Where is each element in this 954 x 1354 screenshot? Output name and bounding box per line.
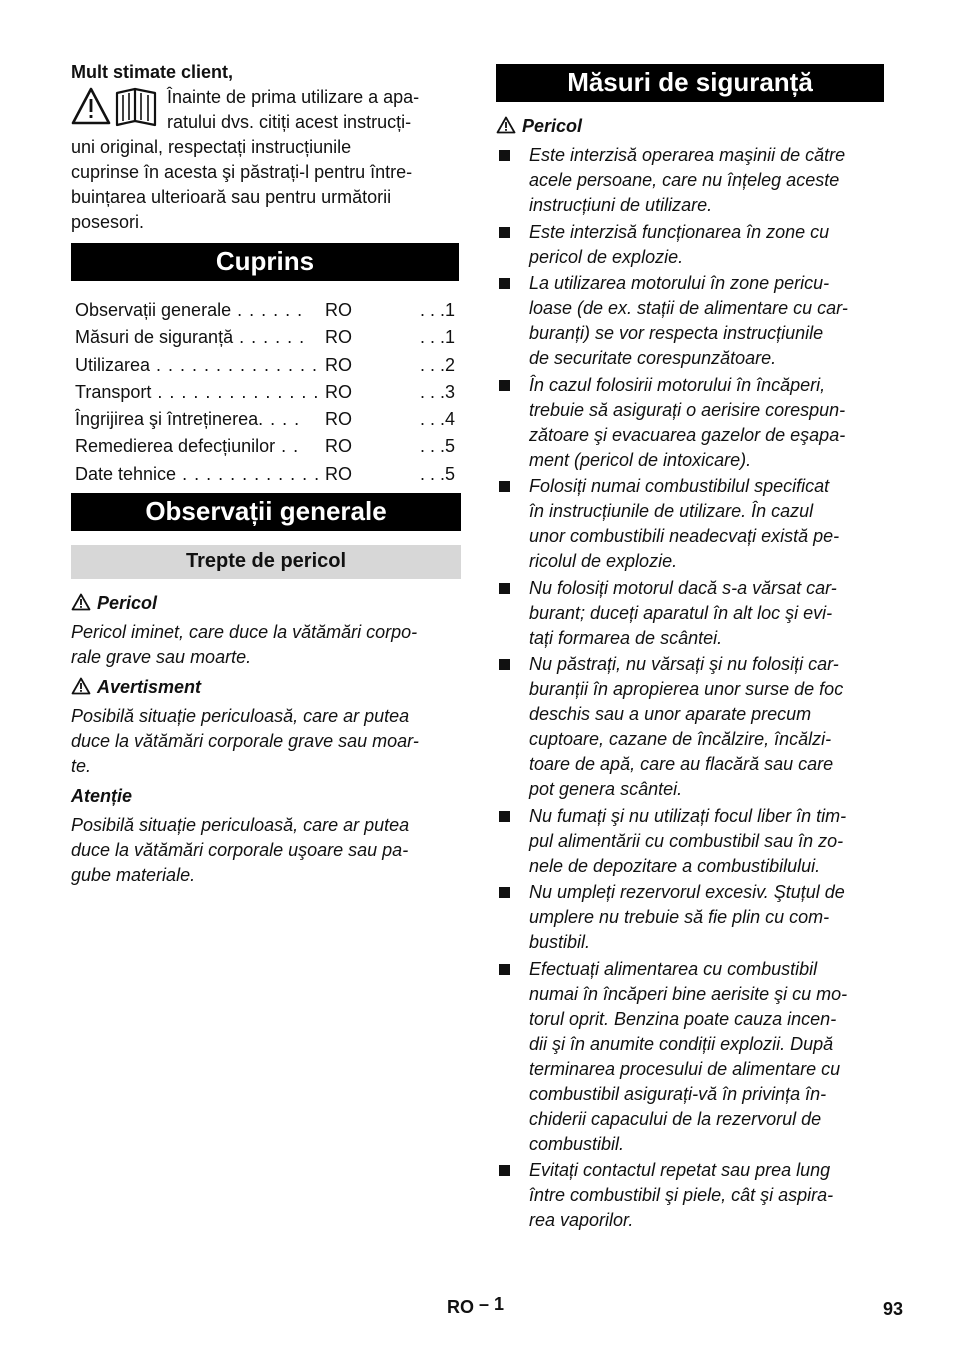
- list-item: [496, 373, 884, 473]
- toc-leader: . . . . . . . . . . . . . .: [151, 381, 320, 402]
- item-line: cuptoare, cazane de încălzire, încălzi-: [529, 729, 832, 749]
- item-line: buranții în apropierea unor surse de foc: [529, 679, 844, 699]
- item-line: instrucțiuni de utilizare.: [529, 195, 713, 215]
- item-line: Este interzisă funcționarea în zone cu: [529, 221, 830, 242]
- item-line: bustibil.: [529, 932, 591, 952]
- toc-row[interactable]: [75, 324, 459, 351]
- list-item: [496, 576, 884, 651]
- item-line: Nu folosiți motorul dacă s-a vărsat car-: [529, 577, 837, 598]
- bullet-square-icon: [499, 150, 510, 161]
- item-line: La utilizarea motorului în zone pericu-: [529, 273, 830, 293]
- toc-leader: . . . .: [258, 409, 301, 430]
- footer-dash-number: – 1: [479, 1294, 505, 1314]
- item-line: pul alimentării cu combustibil sau în zo-: [529, 830, 844, 851]
- item-line: pot genera scântei.: [529, 779, 683, 799]
- list-item: [496, 957, 884, 1157]
- item-line: terminarea procesului de alimentare cu: [529, 1058, 841, 1079]
- safety-danger-label-row: [496, 114, 884, 139]
- danger-line: rale grave sau moarte.: [71, 647, 252, 668]
- toc-page: . . .2: [419, 354, 455, 375]
- item-line: dii şi în anumite condiții explozii. După: [529, 1033, 834, 1054]
- list-item: [496, 804, 884, 879]
- warning-line: Posibilă situație periculoasă, care ar putea: [71, 706, 410, 727]
- warning-line: te.: [71, 756, 92, 777]
- left-column: [71, 60, 459, 888]
- bullet-square-icon: [499, 278, 510, 289]
- danger-label: Pericol: [97, 593, 158, 614]
- table-of-contents: [71, 297, 459, 488]
- caution-line: duce la vătămări corporale uşoare sau pa-: [71, 840, 409, 861]
- toc-leader: . . . . . .: [231, 300, 304, 320]
- safety-danger-label: Pericol: [522, 116, 583, 136]
- list-item: [496, 474, 884, 574]
- toc-page: . . .3: [419, 381, 455, 402]
- toc-lang: RO: [325, 300, 352, 320]
- danger-label-row: [71, 591, 459, 616]
- item-line: Nu umpleți rezervorul excesiv. Ştuțul de: [529, 882, 845, 902]
- item-line: Evitați contactul repetat sau prea lung: [529, 1160, 831, 1180]
- item-line: chiderii capacului de la rezervorul de: [529, 1108, 822, 1129]
- list-item: [496, 143, 884, 218]
- item-line: pericol de explozie.: [529, 246, 684, 267]
- danger-levels-subheading: Trepte de pericol: [71, 545, 461, 579]
- item-line: loase (de ex. stații de alimentare cu car-: [529, 298, 848, 318]
- intro-line: uni original, respectați instrucțiunile: [71, 137, 352, 157]
- right-column: [496, 64, 884, 1235]
- toc-page: . . .1: [419, 327, 455, 348]
- toc-row[interactable]: [75, 352, 459, 379]
- item-line: trebuie să asigurați o aerisire corespun-: [529, 399, 846, 420]
- toc-heading: Cuprins: [71, 243, 459, 281]
- intro-line: buințarea ulterioară sau pentru următorii: [71, 187, 392, 207]
- item-line: burant; duceți aparatul în alt loc şi evi-: [529, 602, 833, 623]
- toc-title: Date tehnice: [75, 463, 177, 484]
- toc-lang: RO: [325, 463, 352, 484]
- safety-list: [496, 143, 884, 1233]
- bullet-square-icon: [499, 380, 510, 391]
- safety-heading: Măsuri de siguranță: [496, 64, 884, 102]
- list-item: [496, 271, 884, 371]
- item-line: combustibil.: [529, 1133, 625, 1154]
- caution-label: Atenție: [71, 786, 133, 807]
- toc-page: . . .4: [419, 409, 455, 430]
- bullet-square-icon: [499, 227, 510, 238]
- list-item: [496, 220, 884, 270]
- danger-line: Pericol iminet, care duce la vătămări corpo-: [71, 622, 418, 643]
- toc-page: . . .5: [419, 463, 455, 484]
- toc-row[interactable]: [75, 379, 459, 406]
- item-line: toare de apă, care au flacără sau care: [529, 754, 834, 774]
- item-line: de securitate corespunzătoare.: [529, 348, 777, 368]
- toc-row[interactable]: [75, 297, 459, 324]
- bullet-square-icon: [499, 659, 510, 670]
- warning-and-manual-icon: [71, 87, 161, 127]
- intro-line: cuprinse în acesta şi păstrați-l pentru între-: [71, 162, 413, 182]
- toc-leader: . .: [275, 436, 300, 457]
- intro-line: ratului dvs. citiți acest instrucți-: [167, 112, 412, 132]
- list-item: [496, 1158, 884, 1233]
- toc-leader: . . . . . . . . . . . . . .: [150, 354, 319, 375]
- warning-triangle-icon: [71, 677, 91, 695]
- toc-lang: RO: [325, 354, 352, 375]
- bullet-square-icon: [499, 811, 510, 822]
- general-heading: Observații generale: [71, 493, 461, 531]
- toc-title: Observații generale: [75, 300, 232, 320]
- toc-row[interactable]: [75, 406, 459, 433]
- bullet-square-icon: [499, 1165, 510, 1176]
- warning-line: duce la vătămări corporale grave sau moar-: [71, 731, 419, 752]
- item-line: În cazul folosirii motorului în încăperi,: [529, 374, 826, 395]
- toc-row[interactable]: [75, 461, 459, 488]
- intro-line: posesori.: [71, 212, 145, 232]
- item-line: ricolul de explozie.: [529, 551, 678, 571]
- item-line: în instrucțiunile de utilizare. În cazul: [529, 501, 814, 521]
- caution-line: gube materiale.: [71, 865, 196, 886]
- toc-lang: RO: [325, 381, 352, 402]
- footer-page-label: [447, 1294, 505, 1318]
- toc-title: Transport: [75, 381, 152, 402]
- toc-lang: RO: [325, 409, 352, 430]
- item-line: între combustibil şi piele, cât şi aspira-: [529, 1185, 834, 1205]
- item-line: torul oprit. Benzina poate cauza incen-: [529, 1008, 837, 1029]
- intro-line: Înainte de prima utilizare a apa-: [167, 87, 420, 107]
- warning-triangle-icon: [496, 116, 516, 134]
- item-line: combustibil asigurați-vă în privința în-: [529, 1083, 827, 1104]
- toc-lang: RO: [325, 327, 352, 348]
- bullet-square-icon: [499, 887, 510, 898]
- item-line: Folosiți numai combustibilul specificat: [529, 476, 830, 496]
- item-line: numai în încăperi bine aerisite şi cu mo-: [529, 983, 848, 1004]
- toc-lang: RO: [325, 436, 352, 457]
- danger-text: [71, 620, 459, 670]
- item-line: deschis sau a unor aparate precum: [529, 704, 812, 724]
- bullet-square-icon: [499, 964, 510, 975]
- item-line: Nu păstrați, nu vărsați şi nu folosiți car-: [529, 654, 839, 674]
- warning-label: Avertisment: [97, 677, 202, 698]
- bullet-square-icon: [499, 481, 510, 492]
- item-line: zătoare şi evacuarea gazelor de eşapa-: [529, 424, 846, 445]
- item-line: Este interzisă operarea maşinii de către: [529, 145, 846, 165]
- warning-label-row: [71, 675, 459, 700]
- item-line: umplere nu trebuie să fie plin cu com-: [529, 907, 830, 927]
- warning-text: [71, 704, 459, 779]
- toc-title: Măsuri de siguranță: [75, 327, 234, 348]
- item-line: Efectuați alimentarea cu combustibil: [529, 958, 818, 979]
- item-line: buranți) se vor respecta instrucțiunile: [529, 323, 824, 343]
- item-line: unor combustibili neadecvați există pe-: [529, 526, 840, 546]
- item-line: acele persoane, care nu înțeleg aceste: [529, 170, 840, 190]
- toc-row[interactable]: [75, 433, 459, 460]
- toc-leader: . . . . . .: [233, 327, 306, 348]
- list-item: [496, 652, 884, 802]
- page-number: 93: [883, 1299, 904, 1319]
- item-line: Nu fumați şi nu utilizați focul liber în tim-: [529, 805, 847, 826]
- footer-lang: RO: [447, 1297, 474, 1317]
- caution-line: Posibilă situație periculoasă, care ar putea: [71, 815, 410, 836]
- bullet-square-icon: [499, 583, 510, 594]
- item-line: tați formarea de scântei.: [529, 627, 723, 648]
- caution-text: [71, 813, 459, 888]
- toc-title: Îngrijirea şi întreținerea: [75, 409, 259, 430]
- item-line: ment (pericol de intoxicare).: [529, 449, 752, 470]
- item-line: nele de depozitare a combustibilului.: [529, 855, 821, 876]
- toc-leader: . . . . . . . . . . . .: [176, 463, 321, 484]
- intro-text: [71, 85, 459, 235]
- list-item: [496, 880, 884, 955]
- toc-title: Remedierea defecțiunilor: [75, 436, 276, 457]
- warning-triangle-icon: [71, 593, 91, 611]
- toc-page: . . .1: [419, 300, 455, 320]
- item-line: rea vaporilor.: [529, 1210, 634, 1230]
- toc-page: . . .5: [419, 436, 455, 457]
- toc-title: Utilizarea: [75, 354, 151, 375]
- greeting: Mult stimate client,: [71, 62, 234, 82]
